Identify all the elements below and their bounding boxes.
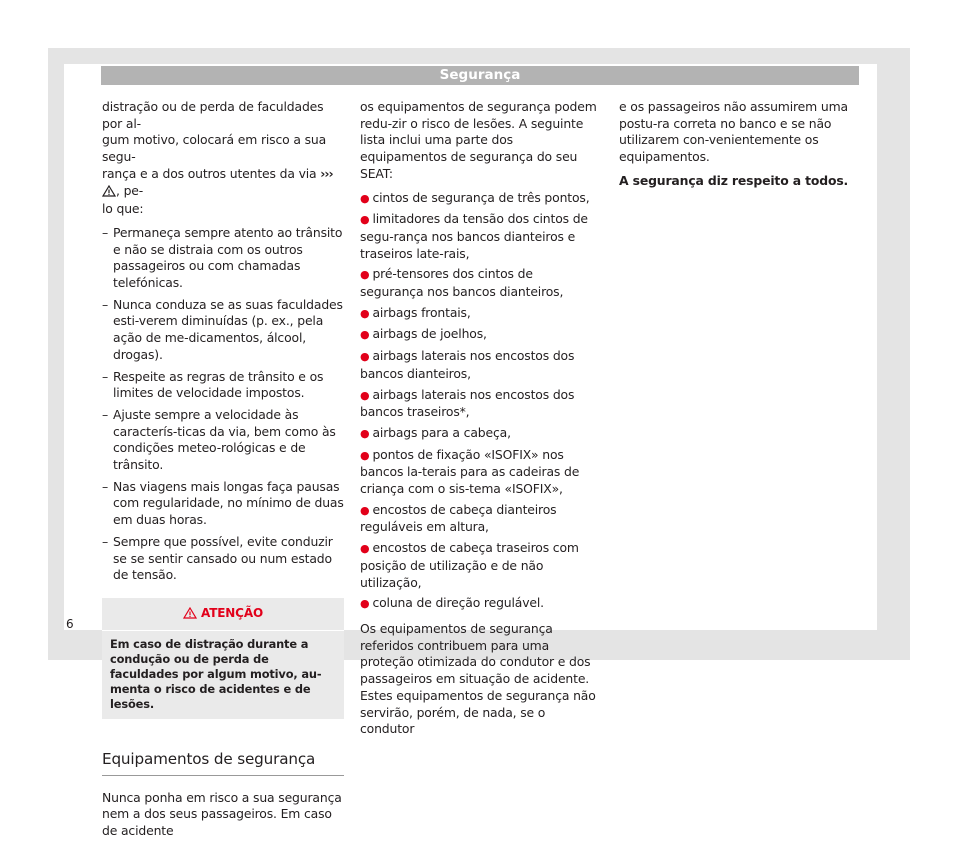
bullet-icon: ● bbox=[360, 306, 370, 320]
list-item bbox=[360, 266, 598, 300]
equipment-outro: Os equipamentos de segurança referidos contribuem para uma proteção otimizada do condutor e dos passageiros em situação de acidente. Estes equipamentos de segurança não servirão, porém, de nada, se o condutor bbox=[360, 620, 596, 737]
posture-paragraph: e os passageiros não assumirem uma postu-ra correta no banco e se não utilizarem con-venientemente os equipamentos. bbox=[619, 99, 848, 165]
list-item bbox=[102, 297, 344, 364]
list-item bbox=[360, 425, 598, 443]
rules-list bbox=[102, 225, 344, 584]
bullet-icon: ● bbox=[360, 213, 370, 227]
list-item-text: cintos de segurança de três pontos, bbox=[372, 189, 590, 205]
list-item-text: airbags frontais, bbox=[372, 304, 471, 320]
attention-text: Em caso de distração durante a condução ou de perda de faculdades por algum motivo, au-menta o risco de acidentes e de lesões. bbox=[110, 636, 322, 711]
dash-marker: – bbox=[102, 533, 109, 549]
intro-text: distração ou de perda de faculdades por al- gum motivo, colocará em risco a sua segu- rança e a dos outros utentes da via bbox=[102, 99, 327, 181]
list-item-text: Ajuste sempre a velocidade às caracterís-ticas da via, bem como às condições meteo-rológicas e de trânsito. bbox=[113, 406, 336, 473]
list-item-text: airbags de joelhos, bbox=[372, 326, 487, 342]
dash-marker: – bbox=[102, 368, 109, 384]
dash-marker: – bbox=[102, 406, 109, 422]
bullet-icon: ● bbox=[360, 542, 370, 556]
attention-header bbox=[102, 598, 344, 631]
list-item bbox=[102, 479, 344, 529]
list-item-text: Permaneça sempre atento ao trânsito e não se distraia com os outros passageiros ou com chamadas telefónicas. bbox=[113, 224, 343, 291]
list-item bbox=[360, 447, 598, 498]
list-item bbox=[102, 369, 344, 402]
list-item bbox=[102, 225, 344, 292]
bullet-icon: ● bbox=[360, 448, 370, 462]
bullet-icon: ● bbox=[360, 191, 370, 205]
page-header: Segurança bbox=[101, 66, 859, 85]
list-item bbox=[360, 190, 598, 208]
list-item bbox=[102, 407, 344, 474]
warning-triangle-icon bbox=[183, 607, 197, 624]
list-item bbox=[360, 595, 598, 613]
list-item bbox=[360, 305, 598, 323]
list-item-text: limitadores da tensão dos cintos de segu-rança nos bancos dianteiros e traseiros late-rais, bbox=[360, 211, 588, 261]
list-item-text: pré-tensores dos cintos de segurança nos bancos dianteiros, bbox=[360, 266, 564, 300]
list-item bbox=[360, 540, 598, 591]
list-item-text: Sempre que possível, evite conduzir se se sentir cansado ou num estado de tensão. bbox=[113, 533, 333, 583]
dash-marker: – bbox=[102, 224, 109, 240]
list-item bbox=[360, 211, 598, 262]
dash-marker: – bbox=[102, 478, 109, 494]
list-item bbox=[360, 387, 598, 421]
list-item bbox=[102, 534, 344, 584]
list-item-text: Nunca conduza se as suas faculdades esti-verem diminuídas (p. ex., pela ação de me-dicamentos, álcool, drogas). bbox=[113, 296, 343, 362]
bullet-icon: ● bbox=[360, 426, 370, 440]
section-title: Equipamentos de segurança bbox=[102, 749, 344, 776]
column-left bbox=[102, 99, 344, 847]
list-item-text: airbags para a cabeça, bbox=[372, 424, 511, 440]
bullet-icon: ● bbox=[360, 597, 370, 611]
bullet-icon: ● bbox=[360, 388, 370, 402]
intro-text-end: , pe- lo que: bbox=[102, 182, 144, 217]
list-item-text: airbags laterais nos encostos dos bancos traseiros*, bbox=[360, 386, 575, 420]
column-middle bbox=[360, 99, 598, 745]
safety-statement: A segurança diz respeito a todos. bbox=[619, 172, 849, 188]
dash-marker: – bbox=[102, 296, 109, 312]
page-number: 6 bbox=[66, 617, 74, 631]
list-item-text: airbags laterais nos encostos dos bancos dianteiros, bbox=[360, 348, 575, 381]
list-item-text: Nas viagens mais longas faça pausas com regularidade, no mínimo de duas em duas horas. bbox=[113, 478, 344, 528]
bullet-icon: ● bbox=[360, 350, 370, 364]
list-item bbox=[360, 348, 598, 382]
bullet-icon: ● bbox=[360, 503, 370, 517]
list-item-text: Respeite as regras de trânsito e os limites de velocidade impostos. bbox=[113, 368, 324, 401]
list-item-text: encostos de cabeça traseiros com posição de utilização e de não utilização, bbox=[360, 540, 579, 590]
bullet-icon: ● bbox=[360, 268, 370, 282]
intro-paragraph bbox=[102, 99, 344, 218]
equipment-list bbox=[360, 190, 598, 613]
column-right bbox=[619, 99, 857, 197]
list-item bbox=[360, 326, 598, 344]
list-item-text: pontos de fixação «ISOFIX» nos bancos la-terais para as cadeiras de criança com o sis-tema «ISOFIX», bbox=[360, 446, 580, 497]
attention-box bbox=[102, 598, 344, 719]
warning-triangle-icon bbox=[102, 185, 116, 202]
equipment-intro: os equipamentos de segurança podem redu-zir o risco de lesões. A seguinte lista inclui uma parte dos equipamentos de segurança do seu SEAT: bbox=[360, 99, 597, 181]
bullet-icon: ● bbox=[360, 328, 370, 342]
list-item-text: coluna de direção regulável. bbox=[372, 595, 544, 611]
section-paragraph: Nunca ponha em risco a sua segurança nem a dos seus passageiros. Em caso de acidente bbox=[102, 789, 342, 839]
continued-arrows[interactable]: ››› bbox=[320, 165, 333, 181]
list-item-text: encostos de cabeça dianteiros reguláveis em altura, bbox=[360, 501, 557, 535]
list-item bbox=[360, 502, 598, 536]
attention-title: ATENÇÃO bbox=[200, 605, 264, 620]
